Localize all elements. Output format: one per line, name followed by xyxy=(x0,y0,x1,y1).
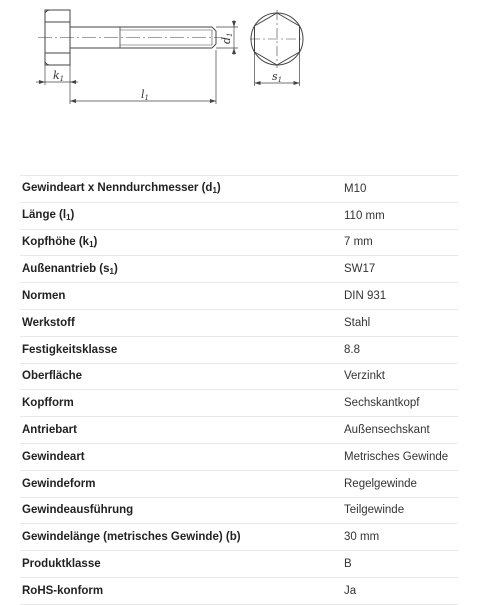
spec-value: Sechskantkopf xyxy=(342,390,458,417)
bolt-head-front-view xyxy=(250,10,304,68)
spec-row xyxy=(20,176,458,203)
spec-row xyxy=(20,256,458,283)
spec-value: 7 mm xyxy=(342,229,458,256)
spec-label xyxy=(20,336,342,363)
spec-row xyxy=(20,336,458,363)
spec-label-text: Gewindeart xyxy=(22,450,85,463)
spec-label xyxy=(20,497,342,524)
k1-label: k1 xyxy=(53,69,65,83)
spec-row xyxy=(20,577,458,604)
spec-value: 110 mm xyxy=(342,202,458,229)
spec-value: Metrisches Gewinde xyxy=(342,443,458,470)
spec-label xyxy=(20,202,342,229)
spec-label-text: RoHS-konform xyxy=(22,584,104,597)
spec-label xyxy=(20,256,342,283)
spec-value: Ja xyxy=(342,577,458,604)
bolt-drawing-svg xyxy=(0,0,478,120)
spec-label xyxy=(20,176,342,203)
spec-label-text: Gewindelänge (metrisches Gewinde) (b) xyxy=(22,531,241,544)
spec-row xyxy=(20,309,458,336)
spec-value: 30 mm xyxy=(342,524,458,551)
spec-row xyxy=(20,202,458,229)
spec-label xyxy=(20,390,342,417)
specifications-table xyxy=(20,175,458,605)
spec-label-text: Kopfform xyxy=(22,397,74,410)
spec-label-text: Gewindeausführung xyxy=(22,504,134,517)
spec-label-text: Festigkeitsklasse xyxy=(22,343,118,356)
spec-label-subscript: 1 xyxy=(109,266,114,276)
spec-label-text: Gewindeform xyxy=(22,477,96,490)
spec-label xyxy=(20,283,342,310)
spec-label-suffix: ) xyxy=(216,182,221,195)
spec-label-suffix: ) xyxy=(93,235,98,248)
spec-value: Stahl xyxy=(342,309,458,336)
spec-value: Teilgewinde xyxy=(342,497,458,524)
spec-row xyxy=(20,524,458,551)
spec-label xyxy=(20,417,342,444)
spec-value: DIN 931 xyxy=(342,283,458,310)
l1-label: l1 xyxy=(141,88,149,102)
spec-label-text: Länge (l xyxy=(22,209,67,222)
s1-label: s1 xyxy=(272,70,283,84)
spec-label-subscript: 1 xyxy=(212,186,217,196)
spec-label-text: Kopfhöhe (k xyxy=(22,235,90,248)
spec-row xyxy=(20,283,458,310)
spec-label xyxy=(20,229,342,256)
spec-value: Verzinkt xyxy=(342,363,458,390)
spec-label-text: Produktklasse xyxy=(22,558,101,571)
spec-row xyxy=(20,551,458,578)
spec-label xyxy=(20,309,342,336)
spec-value: B xyxy=(342,551,458,578)
spec-label xyxy=(20,577,342,604)
spec-row xyxy=(20,417,458,444)
spec-label-subscript: 1 xyxy=(66,213,71,223)
spec-row xyxy=(20,363,458,390)
d1-label: d1 xyxy=(220,32,234,44)
bolt-technical-drawing xyxy=(0,0,478,120)
spec-label-subscript: 1 xyxy=(89,239,94,249)
spec-value: SW17 xyxy=(342,256,458,283)
spec-label-text: Gewindeart x Nenndurchmesser (d xyxy=(22,182,213,195)
spec-row xyxy=(20,443,458,470)
spec-row xyxy=(20,390,458,417)
spec-label xyxy=(20,524,342,551)
spec-label-text: Oberfläche xyxy=(22,370,83,383)
spec-row xyxy=(20,470,458,497)
spec-label xyxy=(20,551,342,578)
spec-row xyxy=(20,497,458,524)
spec-value: 8.8 xyxy=(342,336,458,363)
spec-label-suffix: ) xyxy=(114,262,118,275)
spec-value: Außensechskant xyxy=(342,417,458,444)
spec-row xyxy=(20,229,458,256)
spec-label xyxy=(20,470,342,497)
spec-label-text: Außenantrieb (s xyxy=(22,262,110,275)
spec-label xyxy=(20,443,342,470)
spec-value: Regelgewinde xyxy=(342,470,458,497)
spec-label-text: Antriebart xyxy=(22,424,77,437)
spec-label-text: Normen xyxy=(22,290,66,303)
specifications-table-body xyxy=(20,176,458,605)
spec-label xyxy=(20,363,342,390)
spec-label-text: Werkstoff xyxy=(22,316,75,329)
spec-label-suffix: ) xyxy=(70,209,75,222)
spec-value: M10 xyxy=(342,176,458,203)
